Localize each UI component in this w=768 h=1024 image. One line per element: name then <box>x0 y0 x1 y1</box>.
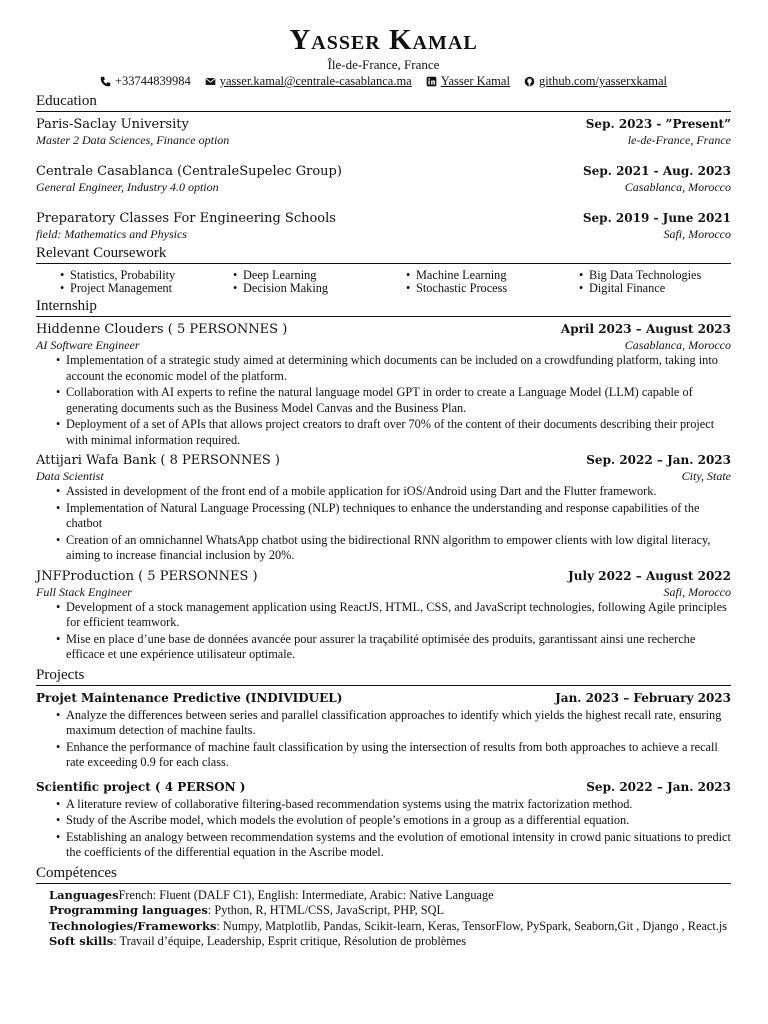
internship-entry <box>36 321 731 448</box>
section-education-title: Education <box>36 92 731 112</box>
project-dates: Jan. 2023 – February 2023 <box>555 690 731 705</box>
section-skills-title: Compétences <box>36 864 731 884</box>
company-name: JNFProduction ( 5 PERSONNES ) <box>36 568 258 584</box>
school-name: Preparatory Classes For Engineering Schools <box>36 211 336 226</box>
skill-value: : Numpy, Matplotlib, Pandas, Scikit-learn, Keras, TensorFlow, PySpark, Seaborn,Git , Django , React.js <box>216 918 728 933</box>
internship-place: Casablanca, Morocco <box>624 338 731 352</box>
bullet-item: • Development of a stock management application using ReactJS, HTML, CSS, and JavaScript technologies, following Agile principles for efficient teamwork. <box>66 600 731 631</box>
school-name: Paris-Saclay University <box>36 117 189 132</box>
bullet-item: • Mise en place d’une base de données avancée pour assurer la traçabilité optimisée des produits, garantissant ainsi une recherche efficace et une expérience utilisateur optimale. <box>66 632 731 663</box>
degree: General Engineer, Industry 4.0 option <box>36 180 219 194</box>
education-entry <box>36 210 731 241</box>
project-name: Scientific project ( 4 PERSON ) <box>36 779 246 794</box>
bullet-item: • Creation of an omnichannel WhatsApp chatbot using the bidirectional RNN algorithm to empower clients with low digital literacy, aiming to increase financial inclusion by 20%. <box>66 533 731 564</box>
internship-entry <box>36 452 731 564</box>
skill-row <box>49 903 731 919</box>
skill-row <box>49 919 731 935</box>
github-icon <box>524 76 535 87</box>
company-name: Hiddenne Clouders ( 5 PERSONNES ) <box>36 322 288 337</box>
envelope-icon <box>205 76 216 87</box>
course-item: • Big Data Technologies <box>579 269 739 282</box>
degree: field: Mathematics and Physics <box>36 227 187 241</box>
contact-email[interactable] <box>205 73 412 89</box>
bullet-item: • A literature review of collaborative filtering-based recommendation systems using the matrix factorization method. <box>66 797 731 813</box>
section-internship-title: Internship <box>36 297 731 317</box>
bullet-item: • Enhance the performance of machine fault classification by using the intersection of results from both approaches to achieve a recall rate exceeding 0.9 for each class. <box>66 740 731 771</box>
candidate-location: Île-de-France, France <box>327 57 440 72</box>
degree: Master 2 Data Sciences, Finance option <box>36 133 230 147</box>
skill-label: Languages <box>49 887 119 902</box>
course-item: • Statistics, Probability <box>60 269 233 282</box>
bullet-item: • Analyze the differences between series and parallel classification approaches to identify which yields the highest recall rate, ensuring maximum detection of machine faults. <box>66 708 731 739</box>
skill-value: : Python, R, HTML/CSS, JavaScript, PHP, SQL <box>207 903 444 917</box>
skill-row <box>49 934 731 950</box>
internship-dates: July 2022 – August 2022 <box>568 568 731 583</box>
phone-number: +33744839984 <box>114 74 191 88</box>
bullet-item: • Deployment of a set of APIs that allows project creators to draft over 70% of the content of their documents describing their project with minimal information required. <box>66 417 731 448</box>
job-role: AI Software Engineer <box>36 338 140 352</box>
project-dates: Sep. 2022 – Jan. 2023 <box>586 779 731 794</box>
internship-place: City, State <box>681 469 731 483</box>
internship-dates: April 2023 – August 2023 <box>560 322 731 336</box>
linkedin-icon <box>426 76 437 87</box>
project-entry <box>36 779 731 861</box>
education-place: Safi, Morocco <box>663 227 731 241</box>
bullet-item: • Establishing an analogy between recommendation systems and the evolution of emotional intensity in crowd panic situations to predict the coefficients of the differential equation in the Ascribe model. <box>66 830 731 861</box>
skill-value: : Travail d’équipe, Leadership, Esprit critique, Résolution de problèmes <box>113 934 467 948</box>
course-item: • Deep Learning <box>233 269 406 282</box>
course-item: • Decision Making <box>233 282 406 295</box>
education-dates: Sep. 2019 - June 2021 <box>582 211 731 225</box>
bullet-item: • Collaboration with AI experts to refine the natural language model GPT in order to create a Language Model (LLM) capable of generating documents such as the Business Model Canvas and the Business Plan. <box>66 385 731 416</box>
bullet-item: • Implementation of Natural Language Processing (NLP) techniques to enhance the understanding and response capabilities of the chatbot <box>66 501 731 532</box>
project-entry <box>36 690 731 771</box>
course-item: • Machine Learning <box>406 269 579 282</box>
job-role: Full Stack Engineer <box>36 584 132 599</box>
internship-dates: Sep. 2022 – Jan. 2023 <box>586 453 731 467</box>
candidate-name: Yasser Kamal <box>289 24 478 56</box>
contact-github[interactable] <box>524 73 667 89</box>
contact-linkedin[interactable] <box>426 73 510 89</box>
contact-bar <box>36 73 731 89</box>
section-coursework-title: Relevant Coursework <box>36 244 731 264</box>
course-item: • Digital Finance <box>579 282 739 295</box>
internship-entry <box>36 568 731 663</box>
company-name: Attijari Wafa Bank ( 8 PERSONNES ) <box>36 453 280 468</box>
job-role: Data Scientist <box>36 469 104 483</box>
skill-value: French: Fluent (DALF C1), English: Intermediate, Arabic: Native Language <box>118 887 494 902</box>
course-item: • Stochastic Process <box>406 282 579 295</box>
education-place: Casablanca, Morocco <box>624 180 731 194</box>
internship-place: Safi, Morocco <box>663 584 731 599</box>
education-dates: Sep. 2021 - Aug. 2023 <box>583 164 731 178</box>
skill-label: Programming languages <box>49 903 208 917</box>
project-name: Projet Maintenance Predictive (INDIVIDUEL) <box>36 690 343 705</box>
github-link[interactable]: github.com/yasserxkamal <box>538 74 668 88</box>
course-item: • Project Management <box>60 282 233 295</box>
section-projects-title: Projects <box>36 666 731 686</box>
linkedin-link[interactable]: Yasser Kamal <box>440 74 510 88</box>
education-entry <box>36 163 731 194</box>
email-link[interactable]: yasser.kamal@centrale-casablanca.ma <box>219 74 412 88</box>
skills-list <box>36 888 731 950</box>
education-dates: Sep. 2023 - ”Present” <box>585 117 731 131</box>
education-place: le-de-France, France <box>627 133 731 147</box>
school-name: Centrale Casablanca (CentraleSupelec Group) <box>36 164 342 179</box>
phone-icon <box>100 76 111 87</box>
bullet-item: • Study of the Ascribe model, which models the evolution of people’s emotions in a group as a differential equation. <box>66 813 731 829</box>
bullet-item: • Assisted in development of the front end of a mobile application for iOS/Android using Dart and the Flutter framework. <box>66 484 731 500</box>
education-entry <box>36 116 731 147</box>
skill-label: Soft skills <box>49 934 114 948</box>
skill-label: Technologies/Frameworks <box>49 918 217 933</box>
bullet-item: • Implementation of a strategic study aimed at determining which documents can be included on a crowdfunding platform, taking into account the economic model of the platform. <box>66 353 731 384</box>
contact-phone[interactable] <box>100 73 191 89</box>
coursework-list <box>36 269 731 294</box>
skill-row <box>49 888 731 904</box>
